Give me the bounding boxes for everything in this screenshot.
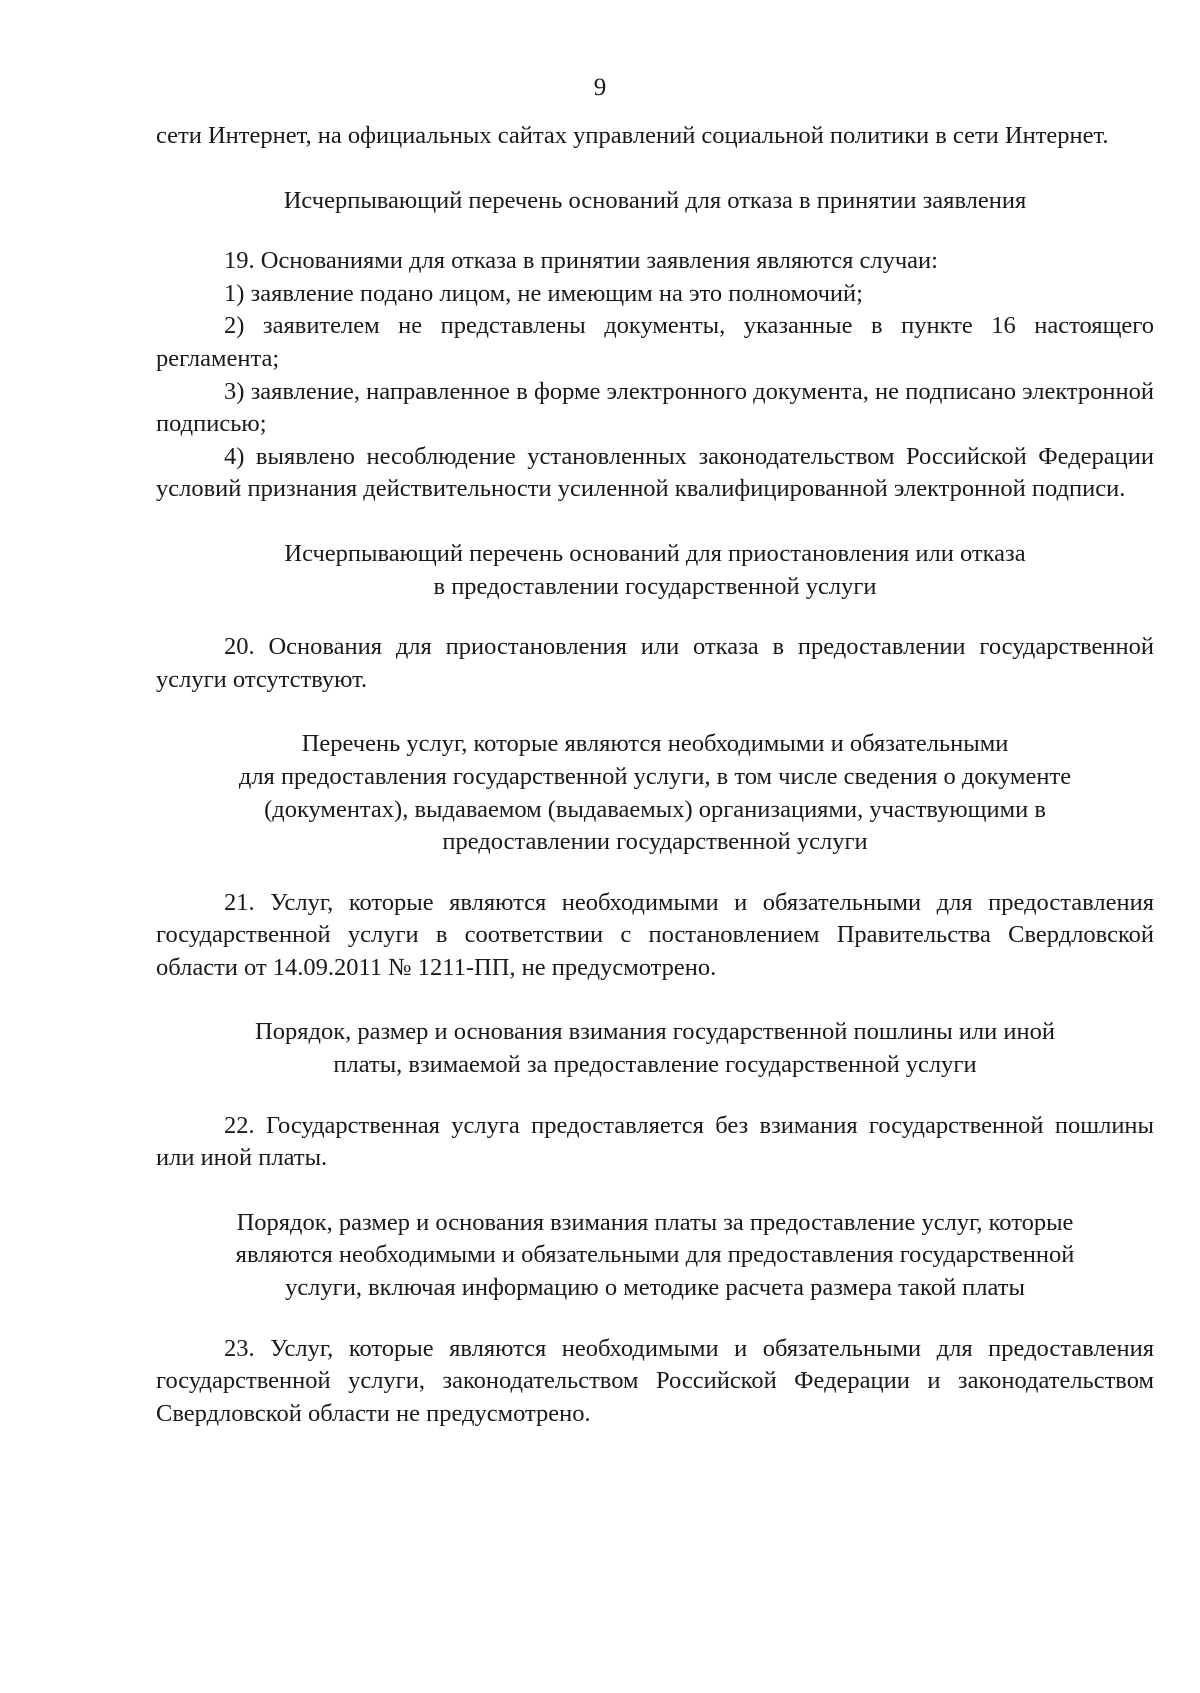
paragraph-19-item-1: 1) заявление подано лицом, не имеющим на это полномочий; bbox=[224, 279, 863, 307]
section-heading-state-fee bbox=[156, 1016, 1154, 1081]
heading-line: (документах), выдаваемом (выдаваемых) организациями, участвующими в bbox=[264, 795, 1046, 823]
paragraph-19-item-4: 4) выявлено несоблюдение установленных законодательством Российской Федерации условий признания действительности усиленной квалифицированной электронной подписи. bbox=[156, 442, 1154, 503]
page-content bbox=[156, 120, 1154, 1430]
heading-line: в предоставлении государственной услуги bbox=[433, 572, 877, 600]
heading-line: Порядок, размер и основания взимания государственной пошлины или иной bbox=[255, 1018, 1055, 1046]
heading-line: услуги, включая информацию о методике расчета размера такой платы bbox=[285, 1274, 1025, 1302]
heading-line: для предоставления государственной услуги, в том числе сведения о документе bbox=[238, 762, 1072, 790]
section-heading-refusal-acceptance: Исчерпывающий перечень оснований для отказа в принятии заявления bbox=[283, 186, 1027, 214]
paragraph-20: 20. Основания для приостановления или отказа в предоставлении государственной услуги отсутствуют. bbox=[156, 633, 1154, 693]
paragraph-23: 23. Услуг, которые являются необходимыми и обязательными для предоставления государственной услуги, законодательством Российской Федерации и законодательством Свердловской области не предусмотрено. bbox=[156, 1334, 1154, 1427]
section-heading-suspension-refusal bbox=[156, 538, 1154, 603]
heading-line: платы, взимаемой за предоставление государственной услуги bbox=[333, 1051, 977, 1079]
paragraph-continuation: сети Интернет, на официальных сайтах управлений социальной политики в сети Интернет. bbox=[156, 122, 1109, 149]
section-heading-service-fee bbox=[156, 1207, 1154, 1305]
paragraph-19: 19. Основаниями для отказа в принятии заявления являются случаи: bbox=[224, 247, 938, 275]
heading-line: являются необходимыми и обязательными для предоставления государственной bbox=[235, 1241, 1075, 1269]
paragraph-19-item-3: 3) заявление, направленное в форме электронного документа, не подписано электронной подписью; bbox=[156, 377, 1154, 438]
heading-line: Перечень услуг, которые являются необходимыми и обязательными bbox=[301, 730, 1009, 758]
heading-line: Исчерпывающий перечень оснований для приостановления или отказа bbox=[284, 539, 1026, 567]
heading-line: Порядок, размер и основания взимания платы за предоставление услуг, которые bbox=[236, 1208, 1074, 1236]
paragraph-19-item-2: 2) заявителем не представлены документы, указанные в пункте 16 настоящего регламента; bbox=[156, 312, 1154, 372]
section-heading-required-services bbox=[156, 728, 1154, 858]
paragraph-21: 21. Услуг, которые являются необходимыми и обязательными для предоставления государственной услуги в соответствии с постановлением Правительства Свердловской области от 14.09.2011 № 1211-ПП, не предусмотрено. bbox=[156, 888, 1154, 981]
paragraph-22: 22. Государственная услуга предоставляется без взимания государственной пошлины или иной платы. bbox=[156, 1111, 1154, 1172]
heading-line: предоставлении государственной услуги bbox=[442, 828, 868, 856]
page-number: 9 bbox=[593, 74, 607, 101]
